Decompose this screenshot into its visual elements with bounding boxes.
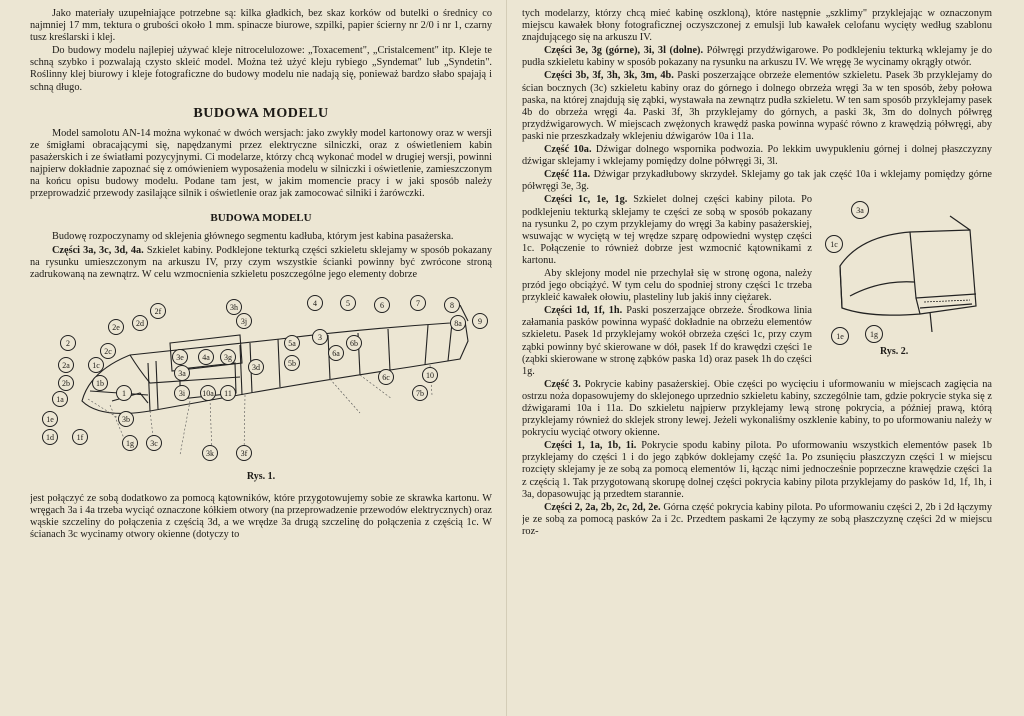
callout-label: 10a — [200, 385, 216, 401]
figure-1-fuselage-diagram — [30, 283, 492, 469]
figure-2-cabin-diagram — [820, 196, 992, 360]
callout-label: 1e — [42, 411, 58, 427]
callout-label: 3i — [174, 385, 190, 401]
callout-label: 3g — [220, 349, 236, 365]
parts-label: Część 10a. — [544, 144, 592, 156]
callout-label: 9 — [472, 313, 488, 329]
callout-label: 3d — [248, 359, 264, 375]
figure-1-caption: Rys. 1. — [246, 470, 276, 482]
callout-label: 1d — [42, 429, 58, 445]
paragraph-glues: Do budowy modelu najlepiej używać kleje nitrocelulozowe: „Toxacement", „Cristalcement" itp. Kleje te schną szybko i pozwalają czysto skleić model. Można też użyć kleju rybiego „Syndemat" lub „Syndetin". Roślinny klej biurowy i kleje fotograficzne do budowy modelu nie nadają się, ponieważ bardzo słabo spajają i schną długo. — [30, 45, 492, 93]
parts-label: Część 11a. — [544, 169, 591, 181]
paragraph-parts-3e — [522, 45, 992, 69]
parts-label: Części 1d, 1f, 1h. — [544, 305, 623, 317]
callout-label: 5b — [284, 355, 300, 371]
parts-text: Dźwigar dolnego wspornika podwozia. Po lekkim uwypukleniu górnej i dolnej płaszczyzny dźwigar sklejamy i wklejamy pomiędzy dolne półwręgi 3i, 3l. — [522, 144, 992, 168]
callout-label: 8a — [450, 315, 466, 331]
callout-label: 4a — [198, 349, 214, 365]
parts-label: Części 1, 1a, 1b, 1i. — [544, 440, 637, 452]
paragraph-part-11a — [522, 169, 992, 193]
callout-label: 6a — [328, 345, 344, 361]
section-heading: BUDOWA MODELU — [193, 105, 329, 121]
parts-text: Szkielet kabiny. Podklejone tekturką części szkieletu sklejamy w sposób pokazany na rysunku umieszczonym na arkuszu IV, przy czym wszystkie ścianki powinny być zwrócone stroną zadrukowaną na zewnątrz. W celu wzmocnienia szkieletu poszczególne jego elementy dobrze — [30, 244, 492, 280]
parts-text: Paski poszerzające obrzeże. Środkowa linia załamania pasków powinna wypaść dokładnie na obrzeżu elementów szkieletu. Pasek 1d przyklejamy wokół obrzeża części 1c, przy czym ząbki powinny być skierowane w dół, pasek 1f do krawędzi części 1e (ząbki skierowane w stronę ząbków paska 1d) oraz pasek 1h do części 1g. — [522, 305, 812, 377]
callout-label: 1b — [92, 375, 108, 391]
paragraph-parts-3a — [30, 245, 492, 281]
callout-label: 2f — [150, 303, 166, 319]
paragraph-part-3 — [522, 379, 992, 439]
callout-label: 1g — [122, 435, 138, 451]
callout-label: 10 — [422, 367, 438, 383]
callout-label: 3e — [172, 349, 188, 365]
parts-text: Szkielet dolnej części kabiny pilota. Po podklejeniu tekturką sklejamy te części ze sobą w sposób pokazany na rysunku 2, po czym przyklejamy do wręgi 3a kabiny pasażerskiej, wsuwając w wyciętą w tej wrędze szparę odpowiedni występ części 1c. Połączenie to również dobrze jest wzmocnić kątownikami z kartonu. — [522, 194, 812, 266]
parts-label: Część 3. — [544, 378, 581, 390]
parts-text: Pokrycie kabiny pasażerskiej. Obie części po wycięciu i uformowaniu w miejscach zagięcia na ostrzu noża dopasowujemy do sklejonego uprzednio szkieletu kabiny, szczególnie tam, gdzie pokrycie styka się z dźwigarami 10a i 11a. Do szkieletu najpierw przyklejamy lewą stronę pokrycia, a później prawą, którą przyklejamy również do sklejek strony lewej. Jeżeli wykonaliśmy oszklenie kabiny, to po uformowaniu należy w pokryciu wyciąć otwory okienne. — [522, 378, 992, 439]
parts-label: Części 2, 2a, 2b, 2c, 2d, 2e. — [544, 501, 661, 513]
callout-label: 1 — [116, 385, 132, 401]
callout-label: 3j — [236, 313, 252, 329]
parts-text: Dźwigar przykadłubowy skrzydeł. Sklejamy go tak jak część 10a i wklejamy pomiędzy górne półwręgi 3e, 3g. — [522, 169, 992, 193]
callout-label: 2b — [58, 375, 74, 391]
paragraph-weight: Aby sklejony model nie przechylał się w stronę ogona, należy przód jego obciążyć. W tym celu do spodniej strony części 1c trzeba przykleić kawałek ołowiu, plasteliny lub jakiś inny ciężarek. — [522, 267, 812, 304]
paragraph-part-10a — [522, 144, 992, 168]
paragraph-parts-3b — [522, 70, 992, 143]
callout-label: 3f — [236, 445, 252, 461]
callout-label: 8 — [444, 297, 460, 313]
page-gutter — [506, 0, 507, 716]
paragraph-versions: Model samolotu AN-14 można wykonać w dwóch wersjach: jako zwykły model kartonowy oraz w wersji ze śmigłami obracającymi się, napędzanymi przez elektryczne silniczki, oraz z oświetleniem kabin pasażerskich i ze światłami pozycyjnymi. Ci modelarze, którzy chcą wykonać model w drugiej wersji, powinni najpierw dokładnie zapoznać się z omówieniem wyposażenia modelu w silniczki i oświetlenie, zamieszczonym na końcu opisu budowy modelu. Podane tam jest, w jakim momencie pracy i w jaki sposób należy przeprowadzić przewody zasilające silnik i oświetlenie oraz jak zamocować silniki i żarówczki. — [30, 127, 492, 200]
callout-label: 6c — [378, 369, 394, 385]
callout-label: 3b — [118, 411, 134, 427]
subsection-heading: BUDOWA MODELU — [210, 212, 312, 225]
callout-label: 11 — [220, 385, 236, 401]
paragraph-angles: jest połączyć ze sobą dodatkowo za pomocą kątowników, które przygotowujemy sobie ze skrawka kartonu. W wręgach 3a i 4a trzeba wyciąć oznaczone kółkiem otwory (na przeprowadzenie przewodów elektrycznych) oraz wąskie szczeliny do połączenia z częścią 3d, a we wrędze 3a drugą szczelinę do połączenia z częścią 1c. W ścianach 3c wycinamy otwory okienne (dotyczy to — [30, 492, 492, 541]
callout-label: 6 — [374, 297, 390, 313]
callout-label: 2c — [100, 343, 116, 359]
parts-label: Części 3a, 3c, 3d, 4a. — [52, 244, 144, 256]
callout-label: 5 — [340, 295, 356, 311]
callout-label: 3k — [202, 445, 218, 461]
callout-label: 5a — [284, 335, 300, 351]
callout-label: 2d — [132, 315, 148, 331]
callout-label: 1g — [865, 325, 883, 343]
callout-label: 4 — [307, 295, 323, 311]
parts-text: Półwręgi przydźwigarowe. Po podklejeniu tekturką wklejamy je do pudła szkieletu kabiny w sposób pokazany na rysunku na arkuszu IV. We wręgę 3e wycinamy okrągły otwór. — [522, 45, 992, 69]
callout-label: 1e — [831, 327, 849, 345]
callout-label: 7b — [412, 385, 428, 401]
paragraph-glazing: tych modelarzy, którzy chcą mieć kabinę oszkloną), które następnie „szklimy" przyklejając w oznaczonym miejscu kawałek błony fotograficznej oczyszczonej z emulsji lub kawałek celofanu wycięty według szablonu znajdującego się na arkuszu IV. — [522, 8, 992, 44]
callout-label: 7 — [410, 295, 426, 311]
callout-label: 1a — [52, 391, 68, 407]
callout-label: 6b — [346, 335, 362, 351]
paragraph-parts-2 — [522, 502, 992, 538]
parts-text: Górna część pokrycia kabiny pilota. Po uformowaniu części 2, 2b i 2d łączymy je ze sobą za pomocą pasków 2a i 2c. Przedtem paskami 2e łączymy ze sobą płaszczyznę części 2d w miejscu roz- — [522, 501, 992, 537]
paragraph-materials: Jako materiały uzupełniające potrzebne są: kilka gładkich, bez skaz korków od butelki o średnicy co najmniej 17 mm, tektura o grubości około 1 mm. spinacze biurowe, szpilki, papier ścierny nr 2/0 i nr 1, czarny tusz kreślarski i klej. — [30, 8, 492, 44]
callout-label: 3 — [312, 329, 328, 345]
parts-label: Części 1c, 1e, 1g. — [544, 194, 628, 206]
parts-text: Pokrycie spodu kabiny pilota. Po uformowaniu wszystkich elementów pasek 1b przyklejamy do części 1 i do jego ząbków doklejamy część 1a. Po zsunięciu płaszczyzn części 1 w miejscu rozcięty sklejamy je ze sobą za pomocą elementów 1i, łącząc nimi jednocześnie poprzeczne krawędzie części 1a z częścią 1. Tak przygotowaną skorupę dolnej części pokrycia kabiny pilota przyklejamy do pasków 1d, 1f, 1h, i 3a, dopasowując ją przedtem starannie. — [522, 440, 992, 500]
callout-label: 3a — [174, 365, 190, 381]
callout-label: 3a — [851, 201, 869, 219]
paragraph-parts-1 — [522, 440, 992, 500]
callout-label: 2e — [108, 319, 124, 335]
paragraph-start: Budowę rozpoczynamy od sklejenia głównego segmentu kadłuba, którym jest kabina pasażerska. — [52, 231, 454, 243]
parts-label: Części 3e, 3g (górne), 3i, 3l (dolne). — [544, 45, 704, 57]
callout-label: 1c — [825, 235, 843, 253]
callout-label: 3h — [226, 299, 242, 315]
callout-label: 3c — [146, 435, 162, 451]
parts-text: Paski poszerzające obrzeże elementów szkieletu. Pasek 3b przyklejamy do ścian bocznych (3c) szkieletu kabiny oraz do górnego i dolnego obrzeża wręgi 3a w ten sposób, żeby połowa paska, na której znajdują się ząbki, wystawała na zewnątrz pudła szkieletu. W ten sam sposób przyklejamy pasek 4b do obrzeża wręgi 4a. Paski 3f, 3h przyklejamy do górnych, a paski 3k, 3m do dolnych półwręg przydźwigarowych. W miejscach zwężonych krawędź paska powinna wypaść równo z krawędzią półwręgi, aby paski nie przeszkadzały wklejeniu dźwigarów 10a i 11a. — [522, 70, 992, 142]
right-column — [522, 8, 992, 712]
callout-label: 2 — [60, 335, 76, 351]
callout-label: 2a — [58, 357, 74, 373]
callout-label: 1f — [72, 429, 88, 445]
parts-label: Części 3b, 3f, 3h, 3k, 3m, 4b. — [544, 70, 674, 82]
figure-2-caption: Rys. 2. — [880, 346, 909, 358]
left-column — [30, 8, 492, 712]
callout-label: 1c — [88, 357, 104, 373]
